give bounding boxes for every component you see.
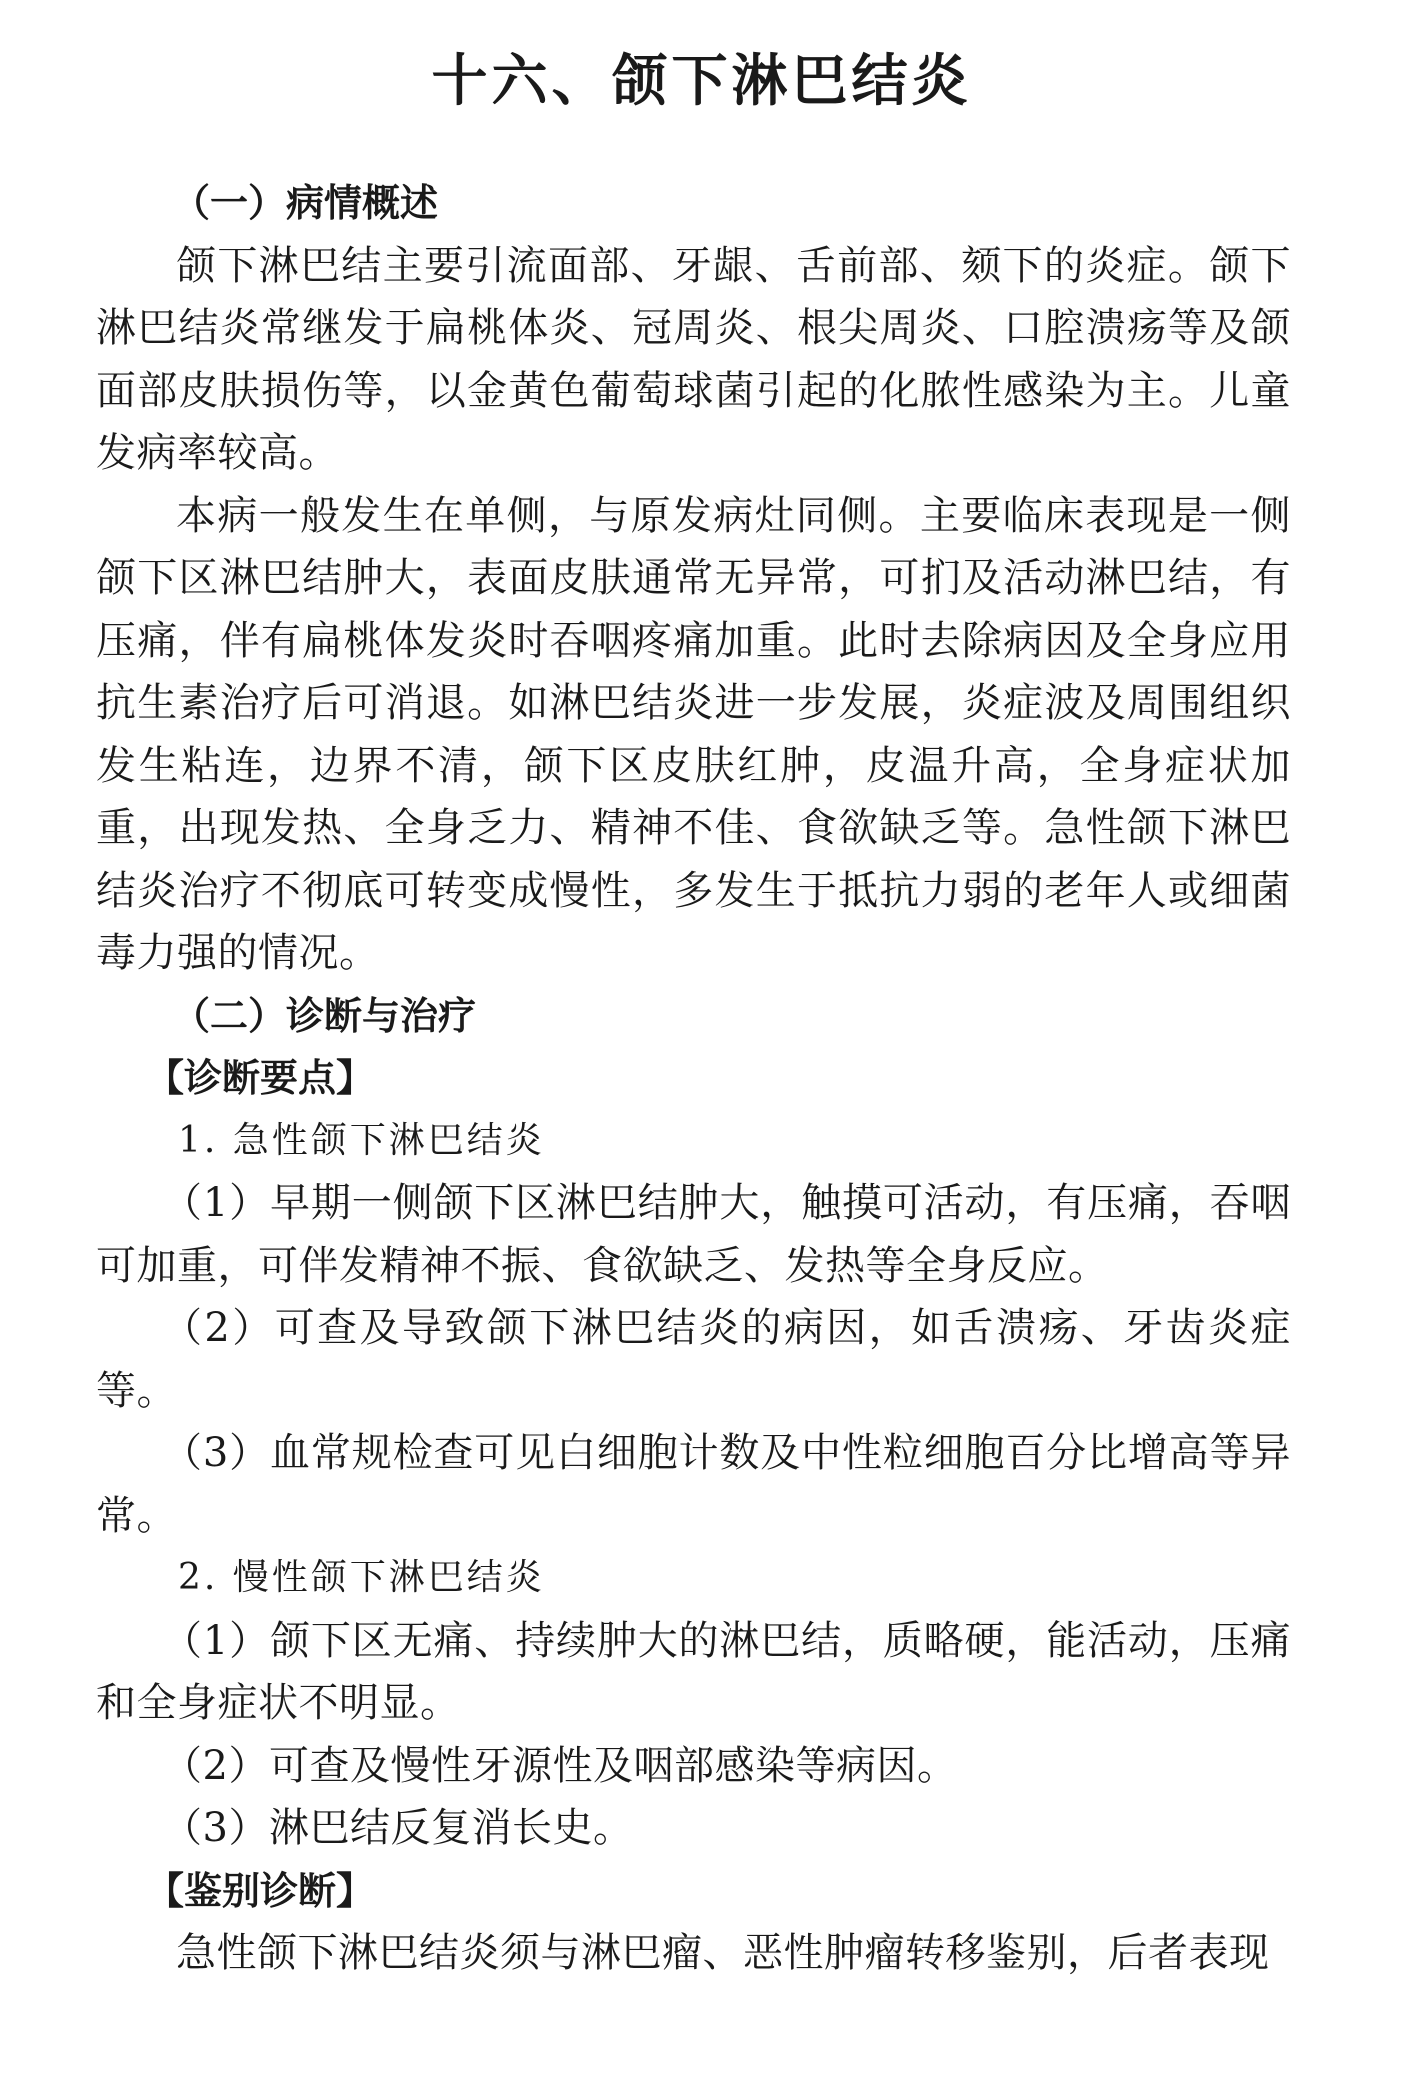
section-heading-overview: （一）病情概述	[172, 181, 439, 225]
paragraph-overview-1: 颌下淋巴结主要引流面部、牙龈、舌前部、颏下的炎症。颌下淋巴结炎常继发于扁桃体炎、冠周炎、根尖周炎、口腔溃疡等及颌面部皮肤损伤等，以金黄色葡萄球菌引起的化脓性感染为主。儿童发病率较高。	[96, 242, 1291, 476]
subsection-heading-differential: 【鉴别诊断】	[146, 1868, 375, 1913]
document-body	[96, 172, 1291, 1985]
chronic-item-3: （3）淋巴结反复消长史。	[162, 1805, 634, 1851]
chronic-item-1: （1）颌下区无痛、持续肿大的淋巴结，质略硬，能活动，压痛和全身症状不明显。	[96, 1617, 1291, 1726]
acute-item-2: （2）可查及导致颌下淋巴结炎的病因，如舌溃疡、牙齿炎症等。	[96, 1305, 1291, 1414]
subsection-heading-diagnosis-points: 【诊断要点】	[146, 1056, 375, 1100]
page-title: 十六、颌下淋巴结炎	[431, 49, 972, 114]
paragraph-overview-2: 本病一般发生在单侧，与原发病灶同侧。主要临床表现是一侧颌下区淋巴结肿大，表面皮肤通常无异常，可扪及活动淋巴结，有压痛，伴有扁桃体发炎时吞咽疼痛加重。此时去除病因及全身应用抗生素治疗后可消退。如淋巴结炎进一步发展，炎症波及周围组织发生粘连，边界不清，颌下区皮肤红肿，皮温升高，全身症状加重，出现发热、全身乏力、精神不佳、食欲缺乏等。急性颌下淋巴结炎治疗不彻底可转变成慢性，多发生于抵抗力弱的老年人或细菌毒力强的情况。	[96, 492, 1291, 976]
acute-heading: 1. 急性颌下淋巴结炎	[178, 1119, 545, 1161]
section-heading-diagnosis-treatment: （二）诊断与治疗	[172, 993, 477, 1038]
paragraph-differential: 急性颌下淋巴结炎须与淋巴瘤、恶性肿瘤转移鉴别，后者表现	[176, 1930, 1270, 1976]
acute-item-3: （3）血常规检查可见白细胞计数及中性粒细胞百分比增高等异常。	[96, 1430, 1291, 1539]
acute-item-1: （1）早期一侧颌下区淋巴结肿大，触摸可活动，有压痛，吞咽可加重，可伴发精神不振、食欲缺乏、发热等全身反应。	[96, 1180, 1291, 1289]
chronic-item-2: （2）可查及慢性牙源性及咽部感染等病因。	[162, 1742, 958, 1789]
chronic-heading: 2. 慢性颌下淋巴结炎	[178, 1557, 545, 1598]
